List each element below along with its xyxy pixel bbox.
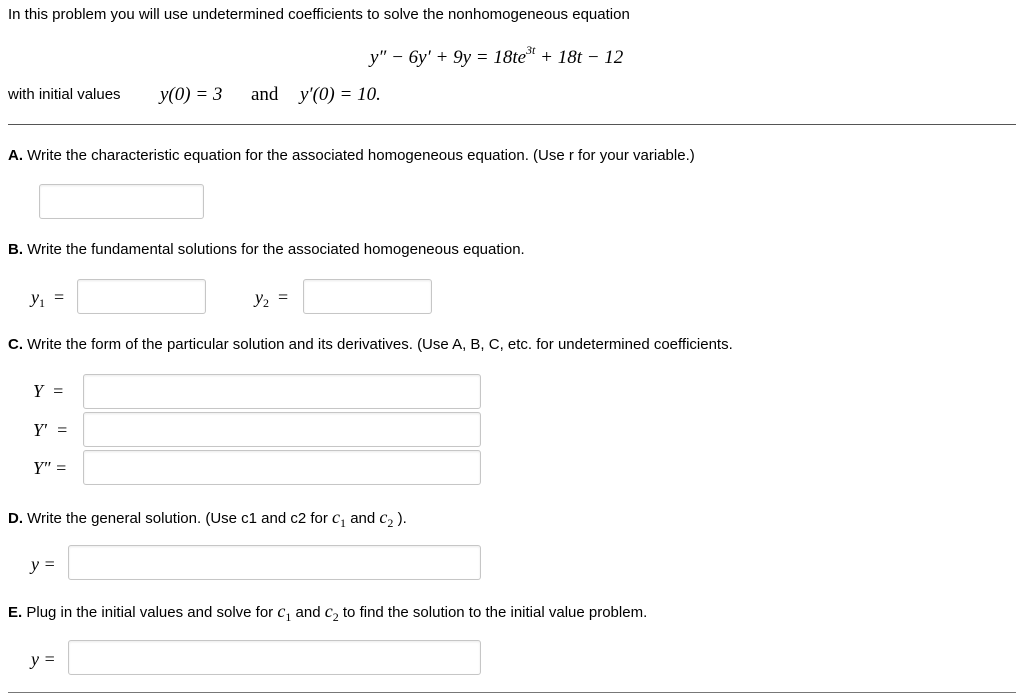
ode-equation xyxy=(370,43,623,69)
part-e-prompt xyxy=(8,601,647,625)
characteristic-equation-input[interactable] xyxy=(39,184,204,219)
part-d-c2: c xyxy=(379,507,388,527)
part-d-prompt xyxy=(8,507,407,531)
y2-label xyxy=(255,287,288,311)
ode-exponent: 3t xyxy=(526,43,536,57)
ic2-text: y′(0) = 10. xyxy=(300,84,381,105)
part-e-c2: c xyxy=(324,601,333,621)
part-d-and: and xyxy=(346,510,380,527)
initial-values-line xyxy=(8,86,121,103)
general-solution-label xyxy=(31,554,56,575)
ode-rhs-tail: + 18t − 12 xyxy=(535,47,624,68)
part-e-c2-sub: 2 xyxy=(332,610,339,624)
Yprime-label-text: Y′ = xyxy=(33,420,69,440)
part-a-letter: A. xyxy=(8,147,23,164)
ivp-solution-input[interactable] xyxy=(68,640,481,675)
Ydoubleprime-label-text: Y″ = xyxy=(33,458,68,478)
part-e-text-before: Plug in the initial values and solve for xyxy=(22,604,278,621)
part-e-c1: c xyxy=(277,601,286,621)
part-d-c2-sub: 2 xyxy=(387,516,394,530)
part-d-text-before: Write the general solution. (Use c1 and c2 for xyxy=(23,510,333,527)
particular-Yprime-label xyxy=(33,420,68,441)
particular-Y-input[interactable] xyxy=(83,374,481,409)
part-c-prompt xyxy=(8,336,733,353)
part-e-and: and xyxy=(291,604,325,621)
initial-condition-1 xyxy=(160,84,222,106)
y1-input[interactable] xyxy=(77,279,206,314)
part-b-prompt xyxy=(8,241,525,258)
part-d-c1: c xyxy=(332,507,341,527)
initial-values-prefix: with initial values xyxy=(8,86,121,103)
bottom-divider xyxy=(8,692,1016,693)
part-e-text-after: to find the solution to the initial value problem. xyxy=(338,604,648,621)
y2-eq: = xyxy=(278,287,289,307)
particular-Ydoubleprime-label xyxy=(33,458,67,479)
part-d-letter: D. xyxy=(8,510,23,527)
particular-Y-label xyxy=(33,381,64,402)
general-y-label-text: y = xyxy=(31,554,56,574)
y1-eq: = xyxy=(54,287,65,307)
intro-text xyxy=(8,6,630,23)
ic1-text: y(0) = 3 xyxy=(160,84,223,105)
y1-sub: 1 xyxy=(39,296,45,310)
intro-sentence: In this problem you will use undetermined coefficients to solve the nonhomogeneous equation xyxy=(8,6,630,23)
part-c-letter: C. xyxy=(8,336,23,353)
divider xyxy=(8,124,1016,125)
particular-Ydoubleprime-input[interactable] xyxy=(83,450,481,485)
part-d-text-after: ). xyxy=(393,510,407,527)
part-a-prompt xyxy=(8,147,695,164)
general-solution-input[interactable] xyxy=(68,545,481,580)
y2-sub: 2 xyxy=(263,296,269,310)
initial-and xyxy=(251,84,278,106)
part-e-c1-sub: 1 xyxy=(285,610,292,624)
y1-var: y xyxy=(31,287,39,307)
Y-label-text: Y = xyxy=(33,381,65,401)
ode-lhs: y″ − 6y′ + 9y = 18te xyxy=(370,47,527,68)
y2-var: y xyxy=(255,287,263,307)
part-a-text: Write the characteristic equation for the associated homogeneous equation. (Use r for your variable.) xyxy=(23,147,695,164)
ivp-y-label-text: y = xyxy=(31,649,56,669)
ivp-solution-label xyxy=(31,649,56,670)
part-e-letter: E. xyxy=(8,604,23,621)
part-b-letter: B. xyxy=(8,241,23,258)
part-b-text: Write the fundamental solutions for the associated homogeneous equation. xyxy=(23,241,525,258)
part-c-text: Write the form of the particular solution and its derivatives. (Use A, B, C, etc. for undetermined coefficients. xyxy=(23,336,733,353)
ic-and-text: and xyxy=(251,84,279,105)
part-d-c1-sub: 1 xyxy=(340,516,347,530)
particular-Yprime-input[interactable] xyxy=(83,412,481,447)
y2-input[interactable] xyxy=(303,279,432,314)
y1-label xyxy=(31,287,64,311)
initial-condition-2 xyxy=(300,84,381,106)
